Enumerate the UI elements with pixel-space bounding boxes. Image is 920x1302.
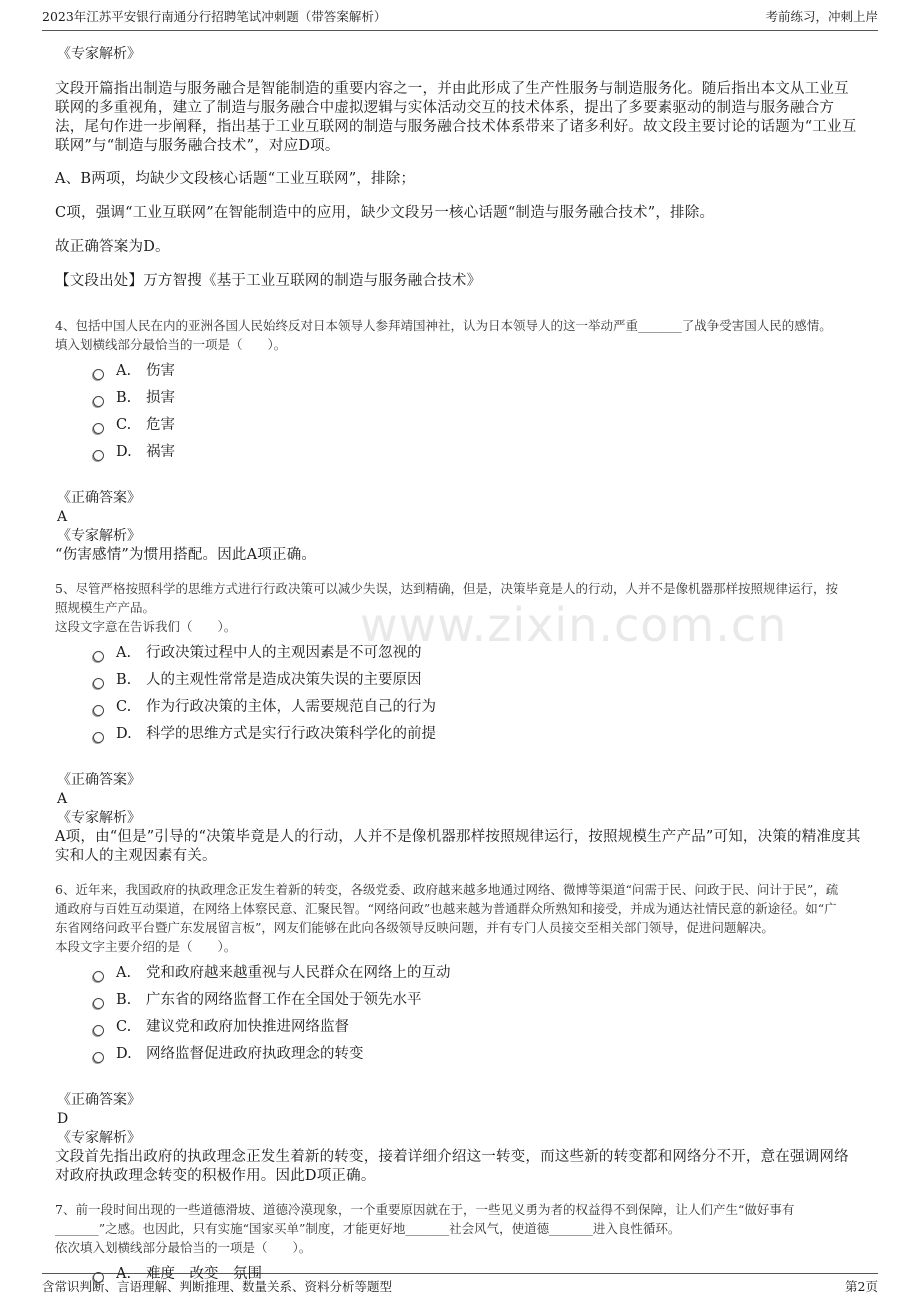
analysis-label: 《专家解析》 xyxy=(57,1130,141,1146)
question-text: 4、包括中国人民在内的亚洲各国人民始终反对日本领导人参拜靖国神社，认为日本领导人的这一举动严重_______了战争受害国人民的感情。 xyxy=(55,318,832,333)
question-text: 5、尽管严格按照科学的思维方式进行行政决策可以减少失误，达到精确，但是，决策毕竟是人的行动，人并不是像机器那样按照规律运行，按 xyxy=(55,581,838,596)
question-5 xyxy=(55,579,870,866)
analysis-conclusion: 故正确答案为D。 xyxy=(55,239,170,255)
radio-icon[interactable] xyxy=(93,1025,104,1036)
watermark: www.zixin.com.cn xyxy=(360,598,788,652)
analysis-text xyxy=(55,80,870,156)
question-7 xyxy=(55,1200,870,1288)
answer-label: 《正确答案》 xyxy=(57,772,141,788)
analysis-line: “伤害感情”为惯用搭配。因此A项正确。 xyxy=(55,547,317,563)
radio-icon[interactable] xyxy=(93,705,104,716)
question-text: 依次填入划横线部分最恰当的一项是（ ）。 xyxy=(55,1240,312,1255)
header-slogan: 考前练习，冲刺上岸 xyxy=(765,9,878,24)
radio-icon[interactable] xyxy=(93,998,104,1009)
analysis-point: A、B两项，均缺少文段核心话题“工业互联网”，排除； xyxy=(55,171,416,187)
analysis-label: 《专家解析》 xyxy=(57,46,141,62)
analysis-line: 法，尾句作进一步阐释，指出基于工业互联网的制造与服务融合技术体系带来了诸多利好。故文段主要讨论的话题为“工业互 xyxy=(55,119,857,135)
question-text: 6、近年来，我国政府的执政理念正发生着新的转变，各级党委、政府越来越多地通过网络、微博等渠道“问需于民、问政于民、问计于民”，疏 xyxy=(55,882,839,897)
analysis-line: A项，由“但是”引导的“决策毕竟是人的行动，人并不是像机器那样按照规律运行，按照规模生产产品”可知，决策的精准度其 xyxy=(55,829,861,845)
option-c[interactable]: C. 建议党和政府加快推进网络监督 xyxy=(93,1014,870,1041)
answer-value: A xyxy=(57,509,68,525)
question-text: 7、前一段时间出现的一些道德滑坡、道德冷漠现象，一个重要原因就在于，一些见义勇为者的权益得不到保障，让人们产生“做好事有 xyxy=(55,1202,795,1217)
answer-value: A xyxy=(57,791,68,807)
question-text: 这段文字意在告诉我们（ ）。 xyxy=(55,619,237,634)
question-6 xyxy=(55,880,870,1186)
option-d[interactable]: D. 祸害 xyxy=(93,439,870,466)
radio-icon[interactable] xyxy=(93,1052,104,1063)
analysis-line: 文段开篇指出制造与服务融合是智能制造的重要内容之一，并由此形成了生产性服务与制造服务化。随后指出本文从工业互 xyxy=(55,81,849,97)
analysis-label: 《专家解析》 xyxy=(57,810,141,826)
analysis-line: 联网的多重视角，建立了制造与服务融合中虚拟逻辑与实体活动交互的技术体系，提出了多要素驱动的制造与服务融合方 xyxy=(55,100,835,116)
page-number: 第2页 xyxy=(845,1279,878,1294)
radio-icon[interactable] xyxy=(93,423,104,434)
source-citation: 【文段出处】万方智搜《基于工业互联网的制造与服务融合技术》 xyxy=(55,273,482,289)
option-a[interactable]: A. 行政决策过程中人的主观因素是不可忽视的 xyxy=(93,640,870,667)
options-list xyxy=(93,640,870,748)
radio-icon[interactable] xyxy=(93,971,104,982)
analysis-line: 联网”与“制造与服务融合技术”，对应D项。 xyxy=(55,138,340,154)
radio-icon[interactable] xyxy=(93,396,104,407)
footer-text: 含常识判断、言语理解、判断推理、数量关系、资料分析等题型 xyxy=(42,1279,393,1294)
page-header xyxy=(42,0,878,31)
option-a[interactable]: A. 伤害 xyxy=(93,358,870,385)
question-text: 东省网络问政平台暨广东发展留言板”，网友们能够在此向各级领导反映问题，并有专门人员接交至相关部门领导，促进问题解决。 xyxy=(55,920,774,935)
options-list xyxy=(93,960,870,1068)
answer-label: 《正确答案》 xyxy=(57,1092,141,1108)
option-d[interactable]: D. 网络监督促进政府执政理念的转变 xyxy=(93,1041,870,1068)
question-text: 照规模生产产品。 xyxy=(55,600,156,615)
option-b[interactable]: B. 广东省的网络监督工作在全国处于领先水平 xyxy=(93,987,870,1014)
question-text: 填入划横线部分最恰当的一项是（ ）。 xyxy=(55,337,287,352)
analysis-label: 《专家解析》 xyxy=(57,528,141,544)
analysis-point: C项，强调“工业互联网”在智能制造中的应用，缺少文段另一核心话题“制造与服务融合技术”，排除。 xyxy=(55,205,715,221)
options-list xyxy=(93,1261,870,1288)
analysis-line: 对政府执政理念转变的积极作用。因此D项正确。 xyxy=(55,1168,376,1184)
radio-icon[interactable] xyxy=(93,450,104,461)
question-text: 本段文字主要介绍的是（ ）。 xyxy=(55,939,237,954)
answer-value: D xyxy=(57,1111,69,1127)
answer-label: 《正确答案》 xyxy=(57,490,141,506)
analysis-line: 实和人的主观因素有关。 xyxy=(55,848,217,864)
analysis-line: 文段首先指出政府的执政理念正发生着新的转变，接着详细介绍这一转变，而这些新的转变都和网络分不开，意在强调网络 xyxy=(55,1149,849,1165)
radio-icon[interactable] xyxy=(93,369,104,380)
option-c[interactable]: C. 危害 xyxy=(93,412,870,439)
question-text: _______”之感。也因此，只有实施“国家买单”制度，才能更好地_______社会风气，使道德_______进入良性循环。 xyxy=(55,1221,681,1236)
document-title: 2023年江苏平安银行南通分行招聘笔试冲刺题（带答案解析） xyxy=(42,9,387,24)
question-text: 通政府与百姓互动渠道，在网络上体察民意、汇聚民智。“网络问政”也越来越为普通群众所熟知和接受，并成为通达社情民意的新途径。如“广 xyxy=(55,901,837,916)
option-a[interactable]: A. 难度 改变 氛围 xyxy=(93,1261,870,1288)
radio-icon[interactable] xyxy=(93,1272,104,1283)
radio-icon[interactable] xyxy=(93,651,104,662)
option-a[interactable]: A. 党和政府越来越重视与人民群众在网络上的互动 xyxy=(93,960,870,987)
option-c[interactable]: C. 作为行政决策的主体，人需要规范自己的行为 xyxy=(93,694,870,721)
option-b[interactable]: B. 人的主观性常常是造成决策失误的主要原因 xyxy=(93,667,870,694)
options-list xyxy=(93,358,870,466)
option-d[interactable]: D. 科学的思维方式是实行行政决策科学化的前提 xyxy=(93,721,870,748)
page-content xyxy=(55,40,870,1288)
radio-icon[interactable] xyxy=(93,732,104,743)
question-4 xyxy=(55,316,870,565)
option-b[interactable]: B. 损害 xyxy=(93,385,870,412)
radio-icon[interactable] xyxy=(93,678,104,689)
